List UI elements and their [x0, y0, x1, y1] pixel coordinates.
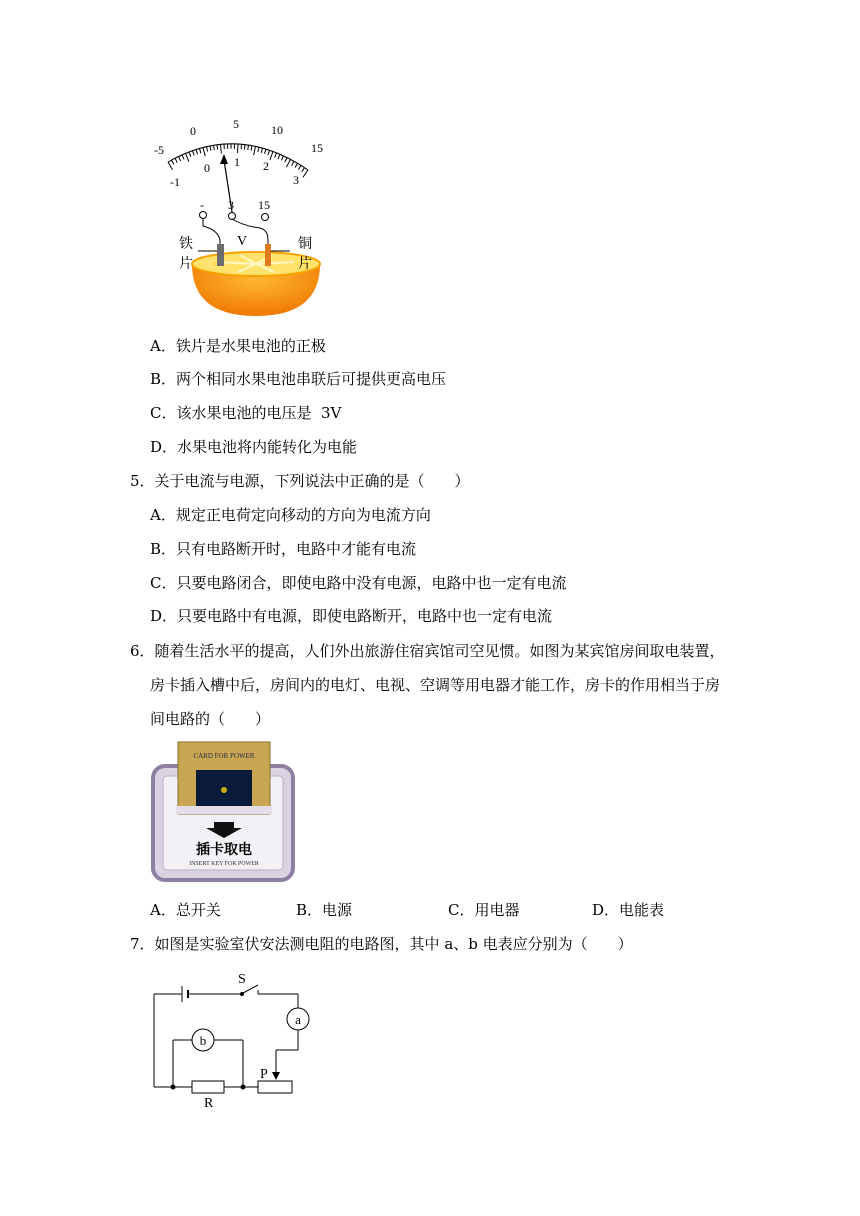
scale-tick	[179, 157, 181, 162]
terminal-label: 3	[228, 198, 234, 212]
terminal-3	[229, 213, 236, 220]
q4-option-d: D．水果电池将内能转化为电能	[150, 438, 358, 456]
q5-stem: 5．关于电流与电源，下列说法中正确的是（ ）	[130, 472, 470, 490]
scale-outer-label: -5	[154, 143, 164, 157]
copper-label: 片	[298, 257, 312, 272]
scale-tick	[268, 150, 270, 155]
terminal-negative	[200, 212, 207, 219]
meter-a-label: a	[295, 1012, 301, 1027]
q5-option-a: A．规定正电荷定向移动的方向为电流方向	[150, 506, 431, 524]
q6-option-c: C．用电器	[448, 901, 520, 919]
scale-outer-label: 5	[233, 117, 239, 131]
scale-tick	[238, 144, 239, 153]
switch-label: S	[238, 972, 246, 987]
circuit-diagram-figure	[146, 966, 316, 1110]
q6-stem-line1: 6．随着生活水平的提高，人们外出旅游住宿宾馆司空见惯。如图为某宾馆房间取电装置，	[130, 642, 725, 660]
q5-option-c: C．只要电路闭合，即使电路中没有电源，电路中也一定有电流	[150, 574, 567, 592]
scale-tick	[248, 145, 249, 150]
scale-tick	[295, 163, 298, 167]
scale-tick	[258, 147, 259, 152]
room-card-slot-figure	[150, 740, 296, 882]
insert-card-label: 插卡取电	[196, 843, 252, 858]
scale-tick	[275, 153, 277, 158]
iron-label: 片	[179, 257, 193, 272]
terminal-15	[262, 214, 269, 221]
scale-tick	[203, 148, 205, 157]
scale-outer-label: 15	[311, 141, 323, 155]
scale-tick	[182, 155, 184, 160]
scale-tick	[168, 162, 173, 170]
slider-arrow-icon	[272, 1072, 280, 1080]
resistor-label: R	[204, 1096, 214, 1110]
scale-tick	[285, 158, 287, 163]
q7-stem: 7．如图是实验室伏安法测电阻的电路图，其中 a、b 电表应分别为（ ）	[130, 935, 633, 953]
scale-tick	[193, 151, 195, 156]
q6-stem-line2: 房卡插入槽中后，房间内的电灯、电视、空调等用电器才能工作，房卡的作用相当于房	[150, 676, 721, 694]
scale-outer-label: 0	[190, 124, 196, 138]
q4-option-a: A．铁片是水果电池的正极	[150, 337, 326, 355]
q6-option-a: A．总开关	[150, 901, 221, 919]
terminal-label: -	[200, 198, 204, 212]
scale-tick	[265, 149, 267, 154]
fruit-battery-voltmeter-figure	[148, 116, 338, 326]
insert-card-en-label: INSERT KEY FOR POWER	[189, 861, 259, 867]
scale-tick	[281, 156, 283, 161]
scale-tick	[200, 149, 201, 154]
iron-plate	[217, 244, 224, 266]
copper-plate	[265, 244, 271, 266]
iron-label: 铁	[179, 237, 193, 252]
scale-inner-label: 1	[234, 155, 240, 169]
rheostat-label: P	[260, 1067, 268, 1082]
scale-tick	[261, 148, 262, 153]
resistor-r	[192, 1081, 224, 1093]
scale-tick	[303, 170, 308, 177]
scale-tick	[270, 152, 273, 160]
scale-tick	[221, 144, 222, 153]
scale-tick	[196, 150, 198, 155]
scale-tick	[189, 152, 191, 157]
scale-tick	[217, 145, 218, 150]
scale-tick	[286, 159, 290, 167]
scale-tick	[251, 146, 252, 151]
scale-tick	[207, 147, 208, 152]
scale-tick	[186, 153, 189, 161]
scale-tick	[210, 146, 211, 151]
scale-tick	[278, 154, 280, 159]
meter-b-label: b	[199, 1033, 207, 1048]
scale-tick	[175, 158, 177, 163]
q6-option-b: B．电源	[296, 901, 353, 919]
copper-label: 铜	[298, 237, 312, 252]
q4-option-c: C．该水果电池的电压是 3V	[150, 404, 342, 422]
q5-option-b: B．只有电路断开时，电路中才能有电流	[150, 540, 417, 558]
q4-option-b: B．两个相同水果电池串联后可提供更高电压	[150, 370, 447, 388]
terminal-label: 15	[258, 198, 270, 212]
scale-tick	[254, 146, 256, 155]
scale-outer-label: 10	[271, 123, 283, 137]
scale-tick	[298, 165, 301, 169]
scale-inner-label: 2	[263, 159, 269, 173]
q6-option-d: D．电能表	[592, 901, 665, 919]
scale-tick	[214, 145, 215, 150]
scale-tick	[244, 145, 245, 150]
scale-tick	[302, 168, 305, 172]
scale-tick	[292, 161, 294, 165]
q5-option-d: D．只要电路中有电源，即使电路断开，电路中也一定有电流	[150, 607, 553, 625]
rheostat	[258, 1081, 292, 1093]
scale-inner-label: 0	[204, 161, 210, 175]
scale-inner-label: -1	[170, 175, 180, 189]
scale-inner-label: 3	[293, 173, 299, 187]
voltmeter-letter: V	[237, 234, 248, 249]
card-text: CARD FOR POWER	[193, 752, 255, 760]
scale-tick	[172, 160, 174, 164]
q6-stem-line3: 间电路的（ ）	[150, 710, 271, 728]
